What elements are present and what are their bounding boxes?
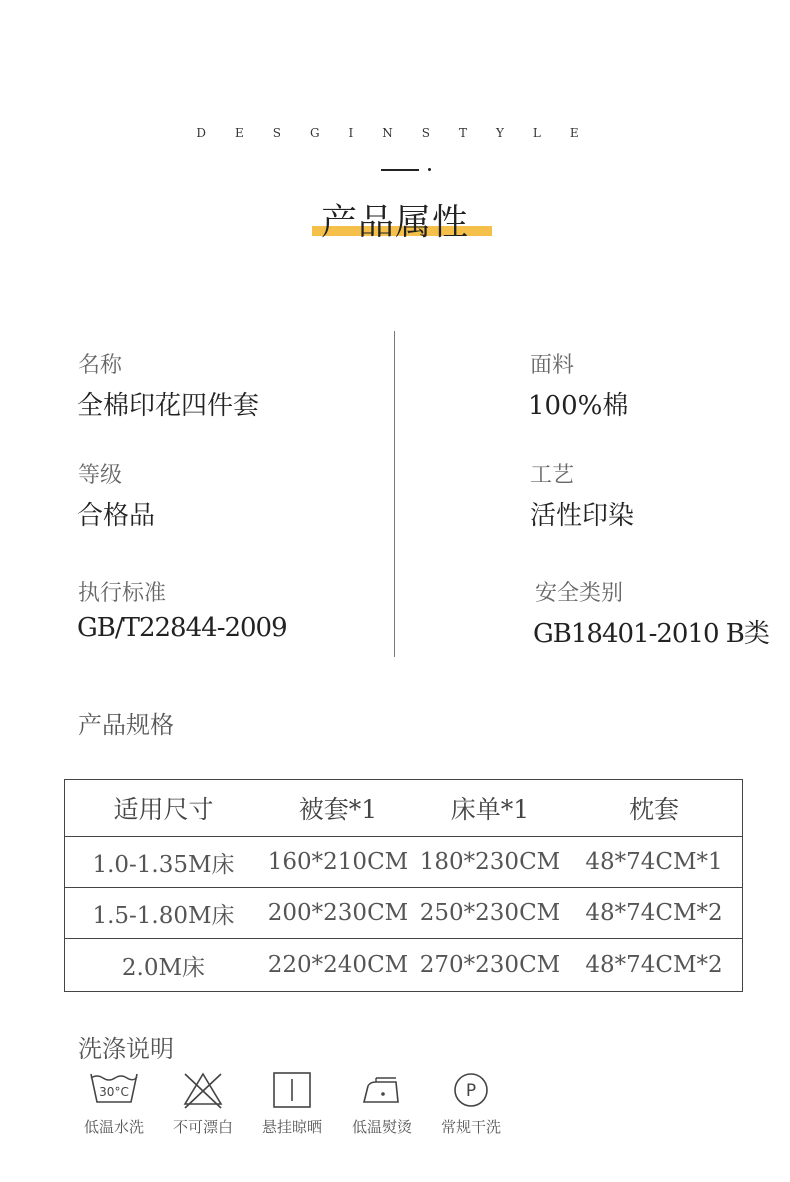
care-label: 低温熨烫	[351, 1118, 412, 1136]
spec-header-pillowcase: 枕套	[566, 780, 743, 837]
table-cell: 48*74CM*2	[566, 888, 743, 939]
table-cell: 200*230CM	[262, 888, 414, 939]
design-style-heading: DESGINSTYLE	[196, 126, 608, 140]
table-row	[65, 939, 743, 992]
table-cell: 250*230CM	[414, 888, 566, 939]
table-cell: 270*230CM	[419, 952, 561, 978]
page-title: 产品属性	[320, 202, 469, 243]
wash-30-icon	[88, 1070, 140, 1110]
care-label: 低温水洗	[83, 1118, 144, 1136]
table-row	[65, 888, 743, 939]
name-value: 全棉印花四件套	[77, 391, 260, 421]
table-cell: 1.0-1.35M床	[65, 837, 263, 888]
grade-label: 等级	[78, 463, 123, 488]
attributes-divider	[394, 331, 395, 657]
spec-table	[64, 779, 743, 992]
safety-value: GB18401-2010 B类	[533, 619, 769, 649]
spec-header-sheet: 床单*1	[414, 780, 566, 837]
safety-label: 安全类别	[535, 581, 624, 606]
table-cell: 160*210CM	[262, 837, 414, 888]
care-label: 不可漂白	[172, 1118, 233, 1136]
hang-dry-icon	[266, 1070, 318, 1110]
care-label: 常规干洗	[440, 1118, 501, 1136]
care-item-low-iron	[342, 1070, 422, 1137]
spec-section-title: 产品规格	[78, 711, 174, 739]
standard-label: 执行标准	[78, 581, 167, 606]
name-label: 名称	[78, 353, 123, 378]
dry-clean-letter: P	[465, 1081, 477, 1101]
care-item-wash	[74, 1070, 154, 1137]
spec-header-duvet: 被套*1	[262, 780, 414, 837]
fabric-label: 面料	[530, 353, 575, 378]
craft-value: 活性印染	[530, 501, 635, 531]
care-item-dry-clean	[431, 1070, 511, 1137]
standard-value: GB/T22844-2009	[77, 613, 287, 643]
table-cell: 220*240CM	[267, 952, 409, 978]
care-item-hang-dry	[252, 1070, 332, 1137]
title-dot-decoration	[428, 168, 431, 171]
table-cell: 2.0M床	[121, 954, 206, 981]
table-cell: 1.5-1.80M床	[65, 888, 263, 939]
table-row	[65, 837, 743, 888]
low-iron-icon	[356, 1070, 408, 1110]
dry-clean-p-icon	[445, 1070, 497, 1110]
table-cell: 48*74CM*1	[566, 837, 743, 888]
craft-label: 工艺	[530, 463, 575, 488]
care-item-no-bleach	[163, 1070, 243, 1137]
wash-temp-text: 30°C	[99, 1085, 129, 1099]
spec-table-header	[65, 780, 743, 837]
no-bleach-icon	[177, 1070, 229, 1110]
care-section-title: 洗涤说明	[78, 1035, 174, 1063]
care-label: 悬挂晾晒	[261, 1118, 322, 1136]
table-cell: 48*74CM*2	[585, 952, 723, 978]
grade-value: 合格品	[77, 501, 156, 531]
table-cell: 180*230CM	[414, 837, 566, 888]
spec-header-size: 适用尺寸	[65, 780, 263, 837]
title-dash-decoration	[381, 169, 419, 171]
fabric-value: 100%棉	[528, 391, 629, 421]
